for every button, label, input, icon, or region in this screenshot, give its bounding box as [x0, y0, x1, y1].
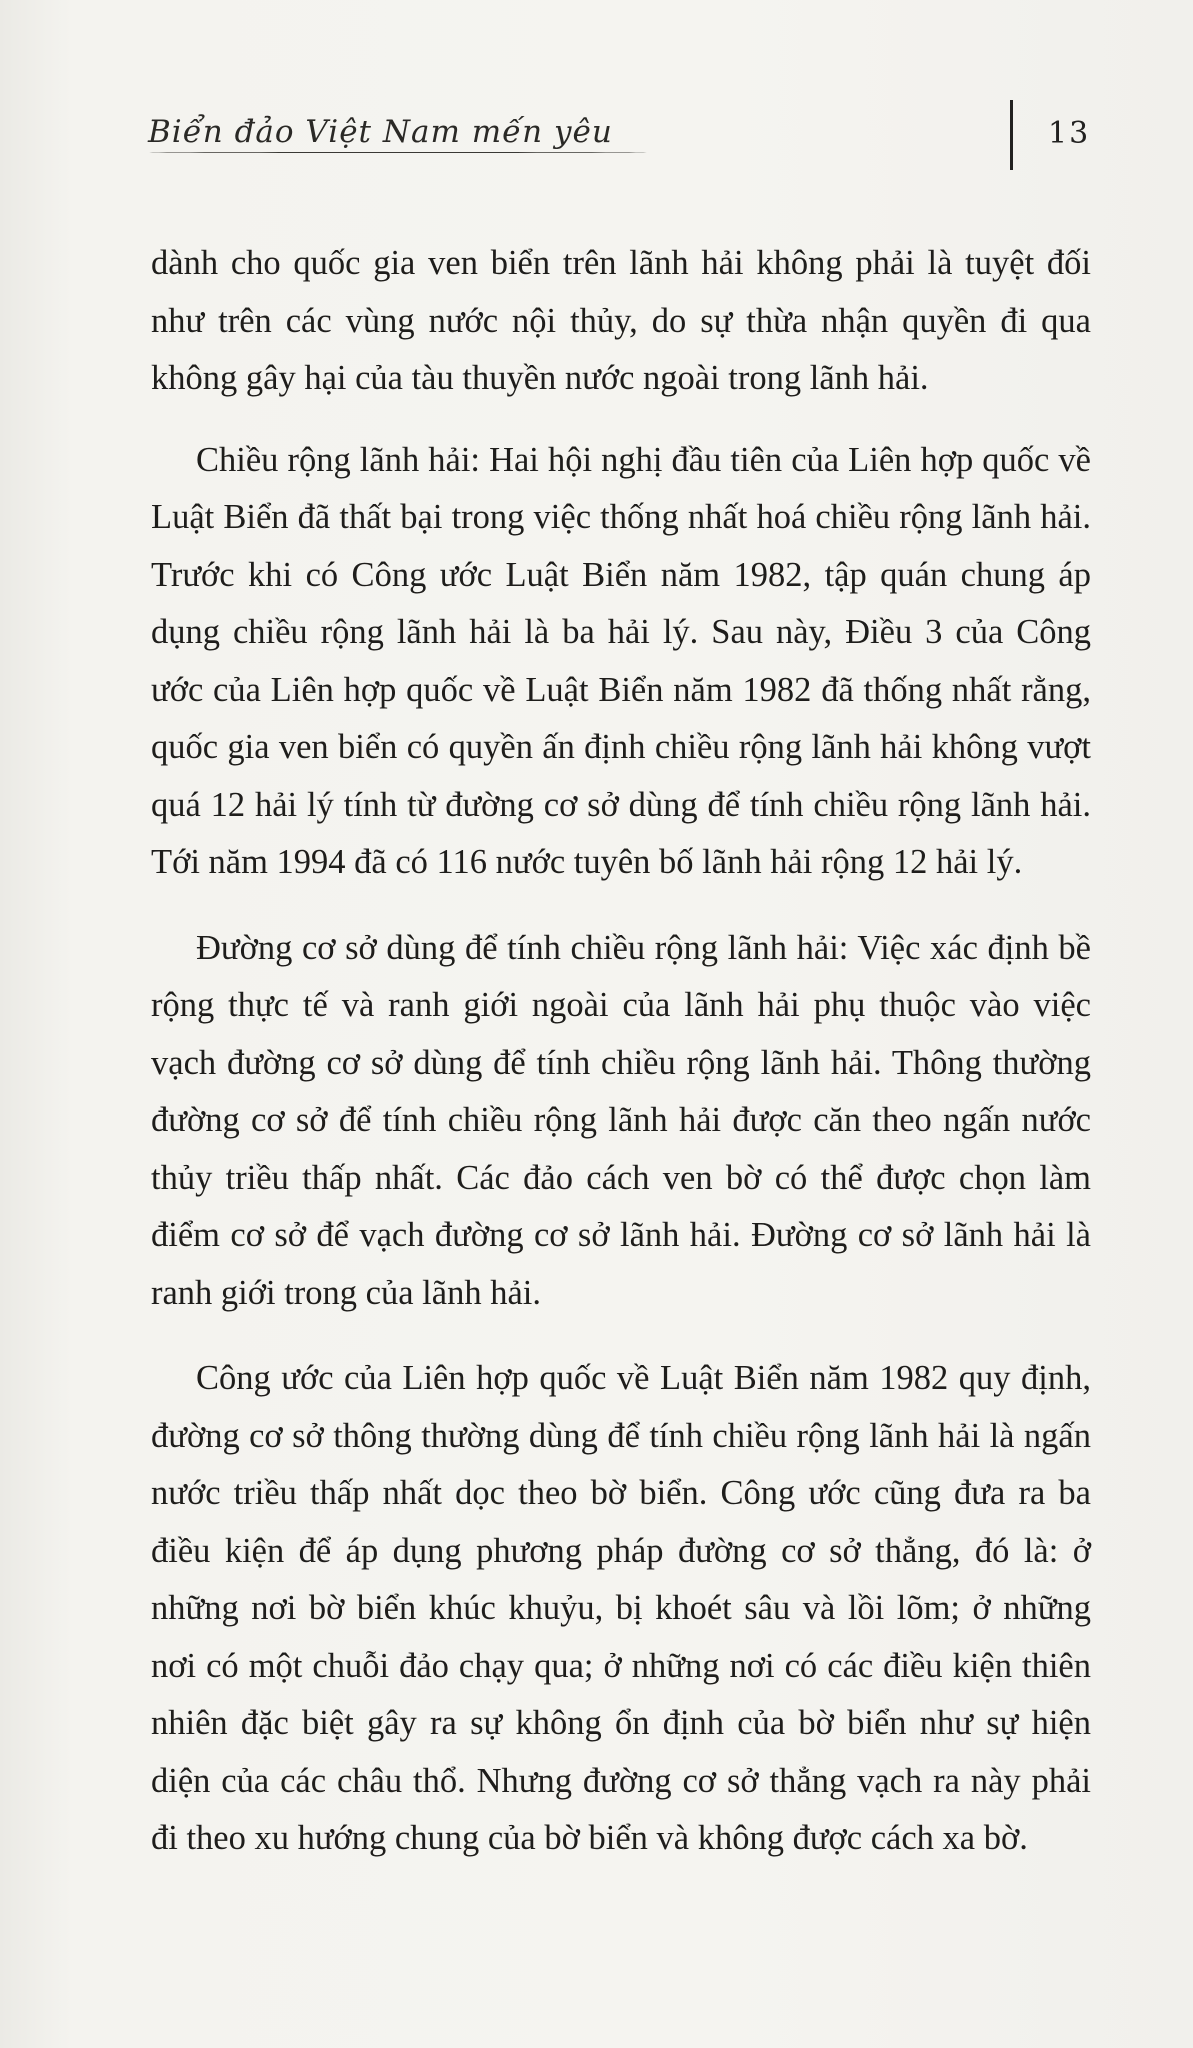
header-divider — [1010, 100, 1013, 170]
paragraph-3: Đường cơ sở dùng để tính chiều rộng lãnh hải: Việc xác định bề rộng thực tế và ranh giới ngoài của lãnh hải phụ thuộc vào việc vạch đường cơ sở dùng để tính chiều rộng lãnh hải. Thông thường đường cơ sở để tính chiều rộng lãnh hải được căn theo ngấn nước thủy triều thấp nhất. Các đảo cách ven bờ có thể được chọn làm điểm cơ sở để vạch đường cơ sở lãnh hải. Đường cơ sở lãnh hải là ranh giới trong của lãnh hải. — [151, 928, 1091, 1312]
body-text — [151, 235, 1091, 1896]
header-rule — [148, 152, 648, 153]
paragraph-2: Chiều rộng lãnh hải: Hai hội nghị đầu tiên của Liên hợp quốc về Luật Biển đã thất bại trong việc thống nhất hoá chiều rộng lãnh hải. Trước khi có Công ước Luật Biển năm 1982, tập quán chung áp dụng chiều rộng lãnh hải là ba hải lý. Sau này, Điều 3 của Công ước của Liên hợp quốc về Luật Biển năm 1982 đã thống nhất rằng, quốc gia ven biển có quyền ấn định chiều rộng lãnh hải không vượt quá 12 hải lý tính từ đường cơ sở dùng để tính chiều rộng lãnh hải. Tới năm 1994 đã có 116 nước tuyên bố lãnh hải rộng 12 hải lý. — [151, 440, 1091, 881]
paragraph-1: dành cho quốc gia ven biển trên lãnh hải không phải là tuyệt đối như trên các vùng nước nội thủy, do sự thừa nhận quyền đi qua không gây hại của tàu thuyền nước ngoài trong lãnh hải. — [151, 244, 1091, 397]
page-header — [148, 100, 1103, 170]
page-number: 13 — [1048, 116, 1091, 151]
paragraph-4: Công ước của Liên hợp quốc về Luật Biển năm 1982 quy định, đường cơ sở thông thường dùng để tính chiều rộng lãnh hải là ngấn nước triều thấp nhất dọc theo bờ biển. Công ước cũng đưa ra ba điều kiện để áp dụng phương pháp đường cơ sở thẳng, đó là: ở những nơi bờ biển khúc khuỷu, bị khoét sâu và lồi lõm; ở những nơi có một chuỗi đảo chạy qua; ở những nơi có các điều kiện thiên nhiên đặc biệt gây ra sự không ổn định của bờ biển như sự hiện diện của các châu thổ. Nhưng đường cơ sở thẳng vạch ra này phải đi theo xu hướng chung của bờ biển và không được cách xa bờ. — [151, 1359, 1091, 1857]
running-title: Biển đảo Việt Nam mến yêu — [148, 114, 613, 150]
